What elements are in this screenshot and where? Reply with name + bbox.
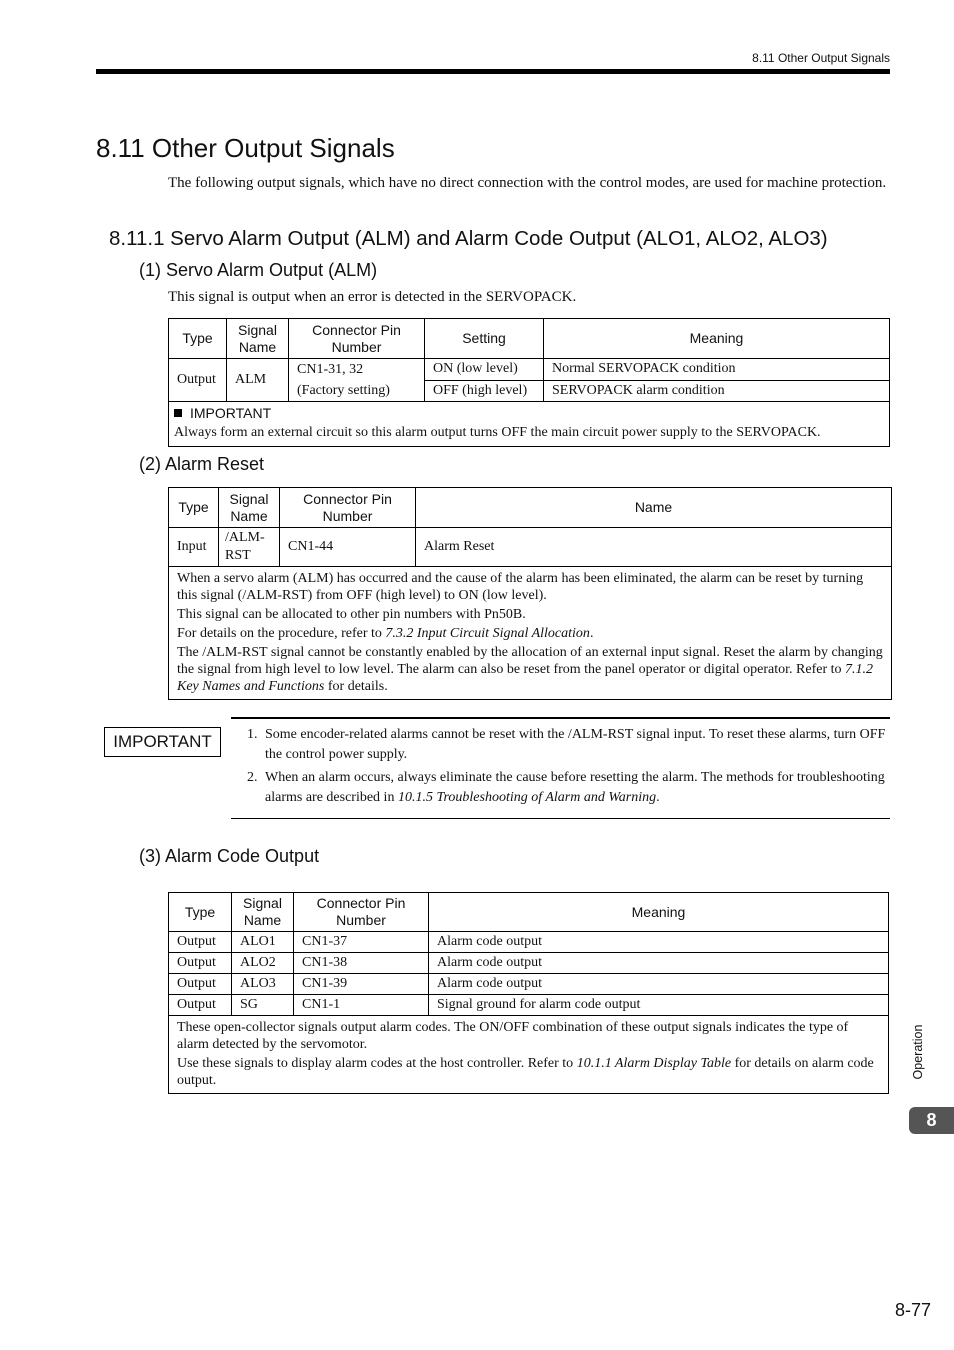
chapter-side-label: Operation: [911, 1024, 925, 1080]
important-label-text: IMPORTANT: [190, 405, 272, 421]
table-header-row: [169, 319, 890, 359]
column-header: Type: [169, 319, 227, 359]
column-header: Signal Name: [219, 488, 280, 528]
connector-cell: CN1-44: [280, 528, 416, 567]
square-bullet-icon: [174, 409, 182, 417]
important-note-label: [174, 403, 884, 423]
reset-note: [177, 625, 883, 642]
meaning-cell: Alarm code output: [429, 974, 889, 995]
alm-description: This signal is output when an error is detected in the SERVOPACK.: [168, 289, 577, 305]
table-row: [169, 932, 889, 953]
section-title: 8.11 Other Output Signals: [96, 133, 395, 163]
reset-heading: (2) Alarm Reset: [139, 454, 265, 474]
meaning-cell: SERVOPACK alarm condition: [544, 380, 890, 402]
list-number: 2.: [247, 770, 258, 785]
type-cell: Output: [169, 359, 227, 402]
table-row: [169, 953, 889, 974]
table-row: [169, 974, 889, 995]
list-text-part: .: [656, 790, 660, 805]
table-row: [169, 528, 892, 567]
meaning-cell: Alarm code output: [429, 953, 889, 974]
meaning-cell: Alarm code output: [429, 932, 889, 953]
name-cell: Alarm Reset: [416, 528, 892, 567]
reset-table: [168, 487, 892, 700]
note-text: .: [589, 626, 594, 641]
table-header-row: [169, 488, 892, 528]
signal-cell: ALO2: [232, 953, 294, 974]
cross-reference: 10.1.1 Alarm Display Table: [576, 1056, 732, 1071]
connector-line: (Factory setting): [297, 383, 390, 398]
reset-note: This signal can be allocated to other pin numbers with Pn50B.: [177, 607, 526, 622]
connector-cell: CN1-38: [294, 953, 429, 974]
note-text: for details.: [324, 679, 388, 694]
list-number: 1.: [247, 727, 258, 742]
column-header: Meaning: [429, 893, 889, 932]
table-row: [169, 1016, 889, 1094]
table-row: [169, 402, 890, 447]
reset-note: [177, 644, 883, 695]
section-intro: The following output signals, which have no direct connection with the control modes, are used for machine protection.: [168, 175, 887, 191]
signal-cell: ALO3: [232, 974, 294, 995]
list-item: [247, 725, 887, 765]
reset-notes-cell: [169, 567, 892, 700]
code-notes-cell: [169, 1016, 889, 1094]
note-text: Use these signals to display alarm codes at the host controller. Refer to: [177, 1056, 577, 1071]
code-note: [177, 1055, 880, 1089]
column-header: Signal Name: [227, 319, 289, 359]
type-cell: Output: [169, 932, 232, 953]
type-cell: Input: [169, 528, 219, 567]
list-text: [265, 768, 887, 808]
running-header: 8.11 Other Output Signals: [752, 51, 890, 65]
table-row: [169, 995, 889, 1016]
subsection-title: 8.11.1 Servo Alarm Output (ALM) and Alarm Code Output (ALO1, ALO2, ALO3): [109, 227, 828, 250]
column-header: Type: [169, 893, 232, 932]
type-cell: Output: [169, 953, 232, 974]
code-heading: (3) Alarm Code Output: [139, 846, 320, 866]
alm-table: [168, 318, 890, 447]
list-text-part: When an alarm occurs, always eliminate the cause before resetting the alarm. The methods for troubleshooting alarms are described in: [265, 770, 885, 805]
reset-note: When a servo alarm (ALM) has occurred and the cause of the alarm has been eliminated, the alarm can be reset by turning this signal (/ALM-RST) from OFF (high level) to ON (low level).: [177, 571, 864, 603]
column-header: Connector Pin Number: [280, 488, 416, 528]
important-note-cell: [169, 402, 890, 447]
important-list: [247, 725, 887, 811]
column-header: Signal Name: [232, 893, 294, 932]
note-text: The /ALM-RST signal cannot be constantly enabled by the allocation of an external input signal. Reset the alarm by changing the signal from high level to low level. The alarm can also be reset from the panel operator or digital operator. Refer to: [177, 645, 883, 677]
list-item: [247, 768, 887, 808]
table-header-row: [169, 893, 889, 932]
connector-line: CN1-31, 32: [297, 362, 364, 377]
type-cell: Output: [169, 974, 232, 995]
setting-cell: OFF (high level): [425, 380, 544, 402]
column-header: Type: [169, 488, 219, 528]
column-header: Connector Pin Number: [289, 319, 425, 359]
connector-cell: CN1-39: [294, 974, 429, 995]
signal-cell: SG: [232, 995, 294, 1016]
column-header: Setting: [425, 319, 544, 359]
important-box: IMPORTANT: [104, 727, 221, 757]
column-header: Meaning: [544, 319, 890, 359]
column-header: Name: [416, 488, 892, 528]
connector-cell: CN1-1: [294, 995, 429, 1016]
connector-cell: CN1-37: [294, 932, 429, 953]
code-table: [168, 892, 889, 1094]
signal-cell: /ALM-RST: [219, 528, 280, 567]
type-cell: Output: [169, 995, 232, 1016]
column-header: Connector Pin Number: [294, 893, 429, 932]
alm-heading: (1) Servo Alarm Output (ALM): [139, 260, 378, 280]
important-top-rule: [231, 717, 890, 719]
cross-reference: 10.1.5 Troubleshooting of Alarm and Warning: [397, 790, 657, 805]
note-text: For details on the procedure, refer to: [177, 626, 386, 641]
signal-cell: ALM: [227, 359, 289, 402]
note-text: for details on alarm code output.: [177, 1056, 874, 1088]
list-text: Some encoder-related alarms cannot be reset with the /ALM-RST signal input. To reset these alarms, turn OFF the control power supply.: [265, 727, 886, 762]
table-row: [169, 567, 892, 700]
connector-cell: [289, 359, 425, 402]
page-number: 8-77: [894, 1300, 931, 1320]
setting-cell: ON (low level): [425, 359, 544, 381]
cross-reference: 7.3.2 Input Circuit Signal Allocation: [385, 626, 590, 641]
meaning-cell: Normal SERVOPACK condition: [544, 359, 890, 381]
meaning-cell: Signal ground for alarm code output: [429, 995, 889, 1016]
chapter-tab: 8: [909, 1107, 954, 1134]
cross-reference: 7.1.2 Key Names and Functions: [177, 662, 874, 694]
important-bottom-rule: [231, 818, 890, 819]
header-rule: [96, 69, 890, 74]
code-note: These open-collector signals output alarm codes. The ON/OFF combination of these output signals indicates the type of alarm detected by the servomotor.: [177, 1020, 849, 1052]
signal-cell: ALO1: [232, 932, 294, 953]
important-note-text: Always form an external circuit so this alarm output turns OFF the main circuit power supply to the SERVOPACK.: [174, 425, 821, 440]
table-row: [169, 359, 890, 381]
